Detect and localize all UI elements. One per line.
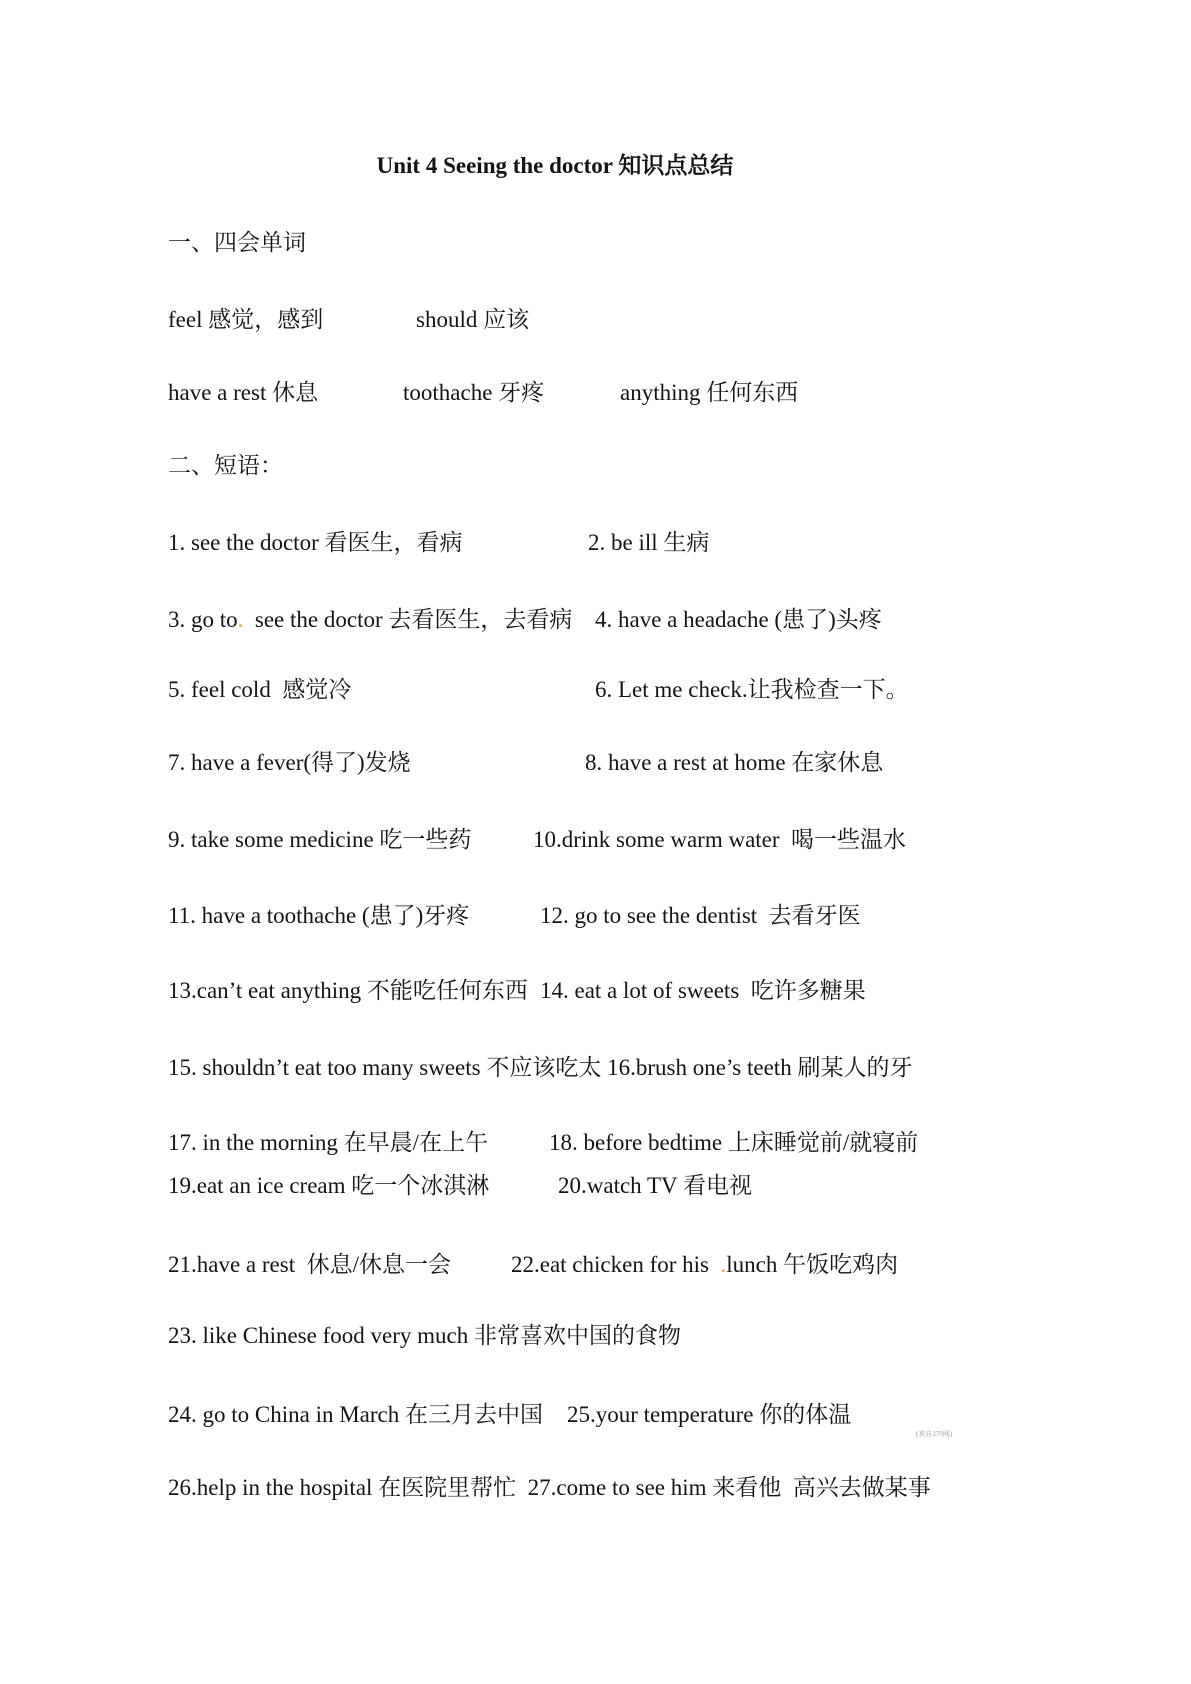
- text-segment: [168, 1054, 912, 1082]
- text-run: anything 任何东西: [620, 380, 799, 405]
- text-run: have a rest 休息: [168, 380, 319, 405]
- text-segment: [168, 676, 351, 704]
- text-run: lunch 午饭吃鸡肉: [726, 1252, 899, 1277]
- text-run: see the doctor 去看医生，去看病: [243, 607, 573, 632]
- section-heading-phrases: [0, 452, 1191, 482]
- phrase-line-15-16: [0, 1054, 1191, 1084]
- text-segment: [168, 902, 469, 930]
- text-segment: [168, 749, 411, 777]
- vocab-line-1: [0, 306, 1191, 336]
- text-segment: [567, 1401, 851, 1429]
- text-segment: [168, 306, 323, 334]
- text-segment: [620, 379, 798, 407]
- text-run: 9. take some medicine 吃一些药: [168, 827, 472, 852]
- phrase-line-3-4: [0, 606, 1191, 636]
- text-run: 11. have a toothache (患了)牙疼: [168, 903, 470, 928]
- text-run: 14. eat a lot of sweets 吃许多糖果: [540, 978, 866, 1003]
- text-run: 19.eat an ice cream 吃一个冰淇淋: [168, 1173, 490, 1198]
- section-heading-words: [0, 229, 1191, 259]
- text-run: 20.watch TV 看电视: [558, 1173, 752, 1198]
- text-segment: [168, 606, 572, 634]
- text-run: 15. shouldn’t eat too many sweets 不应该吃太 16.brush one’s teeth 刷某人的牙: [168, 1055, 913, 1080]
- text-segment: [168, 529, 462, 557]
- watermark: [916, 1415, 952, 1448]
- phrase-line-17-18: [0, 1129, 1191, 1159]
- text-segment: [549, 1129, 918, 1157]
- text-run: 26.help in the hospital 在医院里帮忙 27.come to see him 来看他 高兴去做某事: [168, 1475, 931, 1500]
- text-segment: [595, 676, 909, 704]
- orange-period: .: [720, 1252, 727, 1277]
- text-segment: [168, 379, 318, 407]
- phrase-line-21-22: [0, 1251, 1191, 1281]
- phrase-line-9-10: [0, 826, 1191, 856]
- text-run: toothache 牙疼: [403, 380, 545, 405]
- text-segment: [168, 1251, 451, 1279]
- text-run: should 应该: [416, 307, 530, 332]
- text-run: 7. have a fever(得了)发烧: [168, 750, 411, 775]
- text-segment: [558, 1172, 752, 1200]
- text-run: 一、四会单词: [168, 230, 306, 255]
- text-segment: [168, 229, 306, 257]
- text-segment: [595, 606, 882, 634]
- text-segment: [168, 452, 283, 480]
- text-segment: [533, 826, 906, 854]
- text-run: 21.have a rest 休息/休息一会: [168, 1252, 451, 1277]
- phrase-line-11-12: [0, 902, 1191, 932]
- text-segment: [168, 826, 471, 854]
- text-run: 17. in the morning 在早晨/在上午: [168, 1130, 489, 1155]
- text-segment: [585, 749, 883, 777]
- text-run: 4. have a headache (患了)头疼: [595, 607, 882, 632]
- text-segment: [168, 977, 528, 1005]
- document-title: Unit 4 Seeing the doctor 知识点总结: [376, 153, 734, 178]
- phrase-line-26-27: [0, 1474, 1191, 1504]
- text-segment: [403, 379, 544, 407]
- text-run: feel 感觉，感到: [168, 307, 324, 332]
- text-run: 18. before bedtime 上床睡觉前/就寝前: [549, 1130, 919, 1155]
- vocab-line-2: [0, 379, 1191, 409]
- text-segment: [168, 1401, 543, 1429]
- watermark-text: (来自270网): [916, 1430, 953, 1438]
- text-run: 二、短语：: [168, 453, 283, 478]
- orange-period: .: [237, 607, 244, 632]
- phrase-line-5-6: [0, 676, 1191, 706]
- phrase-line-1-2: [0, 529, 1191, 559]
- text-segment: [588, 529, 709, 557]
- phrase-line-13-14: [0, 977, 1191, 1007]
- text-segment: [511, 1251, 898, 1279]
- text-run: 25.your temperature 你的体温: [567, 1402, 852, 1427]
- phrase-line-19-20: [0, 1172, 1191, 1202]
- text-segment: [416, 306, 529, 334]
- text-segment: [168, 1322, 681, 1350]
- text-run: 10.drink some warm water 喝一些温水: [533, 827, 907, 852]
- text-run: 3. go to: [168, 607, 238, 632]
- phrase-line-23: [0, 1322, 1191, 1352]
- text-run: 23. like Chinese food very much 非常喜欢中国的食物: [168, 1323, 681, 1348]
- text-run: 12. go to see the dentist 去看牙医: [540, 903, 861, 928]
- text-segment: [540, 977, 866, 1005]
- text-segment: [540, 902, 861, 930]
- text-run: 6. Let me check.让我检查一下。: [595, 677, 909, 702]
- text-run: 2. be ill 生病: [588, 530, 710, 555]
- text-run: 8. have a rest at home 在家休息: [585, 750, 884, 775]
- text-segment: [168, 1172, 489, 1200]
- text-run: 13.can’t eat anything 不能吃任何东西: [168, 978, 528, 1003]
- text-run: 5. feel cold 感觉冷: [168, 677, 352, 702]
- text-run: 1. see the doctor 看医生，看病: [168, 530, 463, 555]
- text-run: 24. go to China in March 在三月去中国: [168, 1402, 543, 1427]
- text-segment: [168, 1129, 488, 1157]
- text-segment: [168, 1474, 931, 1502]
- text-run: 22.eat chicken for his: [511, 1252, 721, 1277]
- phrase-line-24-25: [0, 1401, 1191, 1438]
- phrase-line-7-8: [0, 749, 1191, 779]
